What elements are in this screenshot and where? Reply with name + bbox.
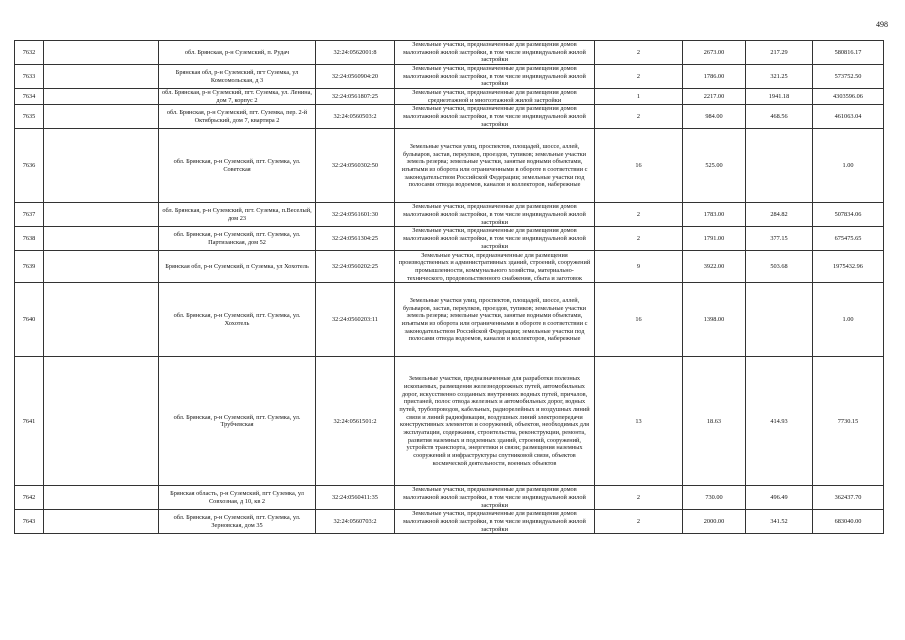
spacer-cell (44, 251, 159, 283)
address-cell: обл. Брянская, р-н Суземский, пгт. Суземка, ул. Советская (159, 129, 316, 203)
spacer-cell (44, 227, 159, 251)
land-use-cell: Земельные участки, предназначенные для размещения производственных и административных зданий, строений, сооружений промышленности, коммунального хозяйства, материально-технического, продовольственного снабжения, сбыта и заготовок (395, 251, 595, 283)
row-number: 7642 (15, 486, 44, 510)
address-cell: обл. Брянская, р-н Суземский, пгт. Суземка, ул. Хохотель (159, 283, 316, 357)
specific-value-cell: 284.82 (746, 203, 813, 227)
area-cell: 525.00 (683, 129, 746, 203)
table-row (15, 41, 884, 65)
table-row (15, 251, 884, 283)
spacer-cell (44, 486, 159, 510)
area-cell: 2217.00 (683, 89, 746, 105)
cadastral-number-cell: 32:24:0562001:8 (316, 41, 395, 65)
specific-value-cell: 503.68 (746, 251, 813, 283)
land-use-cell: Земельные участки улиц, проспектов, площадей, шоссе, аллей, бульваров, застав, переулков, проездов, тупиков; земельные участки земель резерва; земельные участки, занятые водными объектами, изъятыми из оборота или ограниченными в обороте в соответствии с законодательством Российской Федерации; земельные участки под полосами отвода водоемов, каналов и коллекторов, набережные (395, 129, 595, 203)
spacer-cell (44, 65, 159, 89)
land-use-cell: Земельные участки, предназначенные для размещения домов малоэтажной жилой застройки, в том числе индивидуальной жилой застройки (395, 203, 595, 227)
spacer-cell (44, 41, 159, 65)
table-row (15, 227, 884, 251)
row-number: 7632 (15, 41, 44, 65)
table-row (15, 65, 884, 89)
address-cell: обл. Брянская, р-н Суземский, пгт. Суземка, ул. Зерновская, дом 35 (159, 510, 316, 534)
specific-value-cell (746, 283, 813, 357)
table-row (15, 486, 884, 510)
area-cell: 3922.00 (683, 251, 746, 283)
use-code-cell: 13 (595, 357, 683, 486)
area-cell: 984.00 (683, 105, 746, 129)
specific-value-cell: 217.29 (746, 41, 813, 65)
row-number: 7634 (15, 89, 44, 105)
row-number: 7639 (15, 251, 44, 283)
address-cell: обл. Брянская, р-н Суземский, пгт. Суземка, ул. Трубчевская (159, 357, 316, 486)
table-row (15, 357, 884, 486)
spacer-cell (44, 89, 159, 105)
cadastral-value-cell: 7730.15 (813, 357, 884, 486)
specific-value-cell: 321.25 (746, 65, 813, 89)
area-cell: 1786.00 (683, 65, 746, 89)
table-row (15, 203, 884, 227)
land-use-cell: Земельные участки, предназначенные для размещения домов среднеэтажной и многоэтажной жилой застройки (395, 89, 595, 105)
specific-value-cell (746, 129, 813, 203)
use-code-cell: 2 (595, 203, 683, 227)
cadastral-number-cell: 32:24:0561501:2 (316, 357, 395, 486)
spacer-cell (44, 105, 159, 129)
spacer-cell (44, 510, 159, 534)
cadastral-value-cell: 1975432.96 (813, 251, 884, 283)
address-cell: Брянская обл, р-н Суземский, п Суземка, ул Хохотель (159, 251, 316, 283)
cadastral-number-cell: 32:24:0560703:2 (316, 510, 395, 534)
area-cell: 1398.00 (683, 283, 746, 357)
cadastral-number-cell: 32:24:0560411:35 (316, 486, 395, 510)
specific-value-cell: 341.52 (746, 510, 813, 534)
use-code-cell: 2 (595, 227, 683, 251)
cadastral-number-cell: 32:24:0561807:25 (316, 89, 395, 105)
spacer-cell (44, 203, 159, 227)
land-use-cell: Земельные участки, предназначенные для размещения домов малоэтажной жилой застройки, в том числе индивидуальной жилой застройки (395, 510, 595, 534)
use-code-cell: 1 (595, 89, 683, 105)
spacer-cell (44, 357, 159, 486)
land-use-cell: Земельные участки, предназначенные для размещения домов малоэтажной жилой застройки, в том числе индивидуальной жилой застройки (395, 105, 595, 129)
cadastral-number-cell: 32:24:0560302:50 (316, 129, 395, 203)
cadastral-number-cell: 32:24:0560904:20 (316, 65, 395, 89)
table-row (15, 105, 884, 129)
address-cell: обл. Брянская, р-н Суземский, пгт. Суземка, п.Веселый, дом 23 (159, 203, 316, 227)
cadastral-number-cell: 32:24:0561304:25 (316, 227, 395, 251)
cadastral-value-cell: 461063.04 (813, 105, 884, 129)
address-cell: Брянская обл, р-н Суземский, пгт Суземка, ул Комсомольская, д 3 (159, 65, 316, 89)
address-cell: обл. Брянская, р-н Суземский, п. Рудач (159, 41, 316, 65)
land-use-cell: Земельные участки, предназначенные для размещения домов малоэтажной жилой застройки, в том числе индивидуальной жилой застройки (395, 41, 595, 65)
land-use-cell: Земельные участки, предназначенные для разработки полезных ископаемых, размещения железнодорожных путей, автомобильных дорог, искусственно созданных внутренних водных путей, причалов, пристаней, полос отвода железных и автомобильных дорог, водных путей, трубопроводов, кабельных, радиорелейных и воздушных линий связи и линий радиофикации, воздушных линий электропередачи конструктивных элементов и сооружений, объектов, необходимых для эксплуатации, содержания, строительства, реконструкции, ремонта, развития наземных и подземных зданий, строений, сооружений, устройств транспорта, энергетики и связи; размещения наземных сооружений и инфраструктуры спутниковой связи, объектов космической деятельности, военных объектов (395, 357, 595, 486)
specific-value-cell: 468.56 (746, 105, 813, 129)
cadastral-value-cell: 683040.00 (813, 510, 884, 534)
specific-value-cell: 377.15 (746, 227, 813, 251)
specific-value-cell: 414.93 (746, 357, 813, 486)
table-row (15, 89, 884, 105)
cadastral-number-cell: 32:24:0560203:11 (316, 283, 395, 357)
address-cell: обл. Брянская, р-н Суземский, пгт. Суземка, ул. Ленина, дом 7, корпус 2 (159, 89, 316, 105)
use-code-cell: 16 (595, 283, 683, 357)
address-cell: обл. Брянская, р-н Суземский, пгт. Суземка, ул. Партизанская, дом 52 (159, 227, 316, 251)
use-code-cell: 2 (595, 65, 683, 89)
cadastral-number-cell: 32:24:0560503:2 (316, 105, 395, 129)
row-number: 7633 (15, 65, 44, 89)
area-cell: 2000.00 (683, 510, 746, 534)
specific-value-cell: 496.49 (746, 486, 813, 510)
row-number: 7636 (15, 129, 44, 203)
area-cell: 2673.00 (683, 41, 746, 65)
cadastral-value-cell: 580816.17 (813, 41, 884, 65)
use-code-cell: 2 (595, 486, 683, 510)
cadastral-value-table (14, 40, 884, 534)
spacer-cell (44, 283, 159, 357)
cadastral-value-cell: 4303596.06 (813, 89, 884, 105)
cadastral-value-cell: 1.00 (813, 129, 884, 203)
cadastral-value-cell: 507834.06 (813, 203, 884, 227)
cadastral-number-cell: 32:24:0560202:25 (316, 251, 395, 283)
table-row (15, 129, 884, 203)
table-row (15, 510, 884, 534)
cadastral-value-cell: 573752.50 (813, 65, 884, 89)
specific-value-cell: 1941.18 (746, 89, 813, 105)
use-code-cell: 16 (595, 129, 683, 203)
area-cell: 1783.00 (683, 203, 746, 227)
cadastral-value-cell: 362437.70 (813, 486, 884, 510)
row-number: 7640 (15, 283, 44, 357)
use-code-cell: 9 (595, 251, 683, 283)
row-number: 7635 (15, 105, 44, 129)
cadastral-value-cell: 1.00 (813, 283, 884, 357)
land-use-cell: Земельные участки, предназначенные для размещения домов малоэтажной жилой застройки, в том числе индивидуальной жилой застройки (395, 227, 595, 251)
row-number: 7641 (15, 357, 44, 486)
page-number: 498 (876, 20, 888, 29)
land-use-cell: Земельные участки, предназначенные для размещения домов малоэтажной жилой застройки, в том числе индивидуальной жилой застройки (395, 65, 595, 89)
area-cell: 730.00 (683, 486, 746, 510)
table-body (15, 41, 884, 534)
use-code-cell: 2 (595, 105, 683, 129)
use-code-cell: 2 (595, 41, 683, 65)
address-cell: Брянская область, р-н Суземский, пгт Суземка, ул Совхозная, д 10, кв 2 (159, 486, 316, 510)
cadastral-value-cell: 675475.65 (813, 227, 884, 251)
address-cell: обл. Брянская, р-н Суземский, пгт. Суземка, пер. 2-й Октябрьский, дом 7, квартира 2 (159, 105, 316, 129)
table-row (15, 283, 884, 357)
use-code-cell: 2 (595, 510, 683, 534)
land-use-cell: Земельные участки, предназначенные для размещения домов малоэтажной жилой застройки, в том числе индивидуальной жилой застройки (395, 486, 595, 510)
row-number: 7637 (15, 203, 44, 227)
cadastral-number-cell: 32:24:0561601:30 (316, 203, 395, 227)
row-number: 7638 (15, 227, 44, 251)
row-number: 7643 (15, 510, 44, 534)
spacer-cell (44, 129, 159, 203)
area-cell: 18.63 (683, 357, 746, 486)
area-cell: 1791.00 (683, 227, 746, 251)
land-use-cell: Земельные участки улиц, проспектов, площадей, шоссе, аллей, бульваров, застав, переулков, проездов, тупиков; земельные участки земель резерва; земельные участки, занятые водными объектами, изъятыми из оборота или ограниченными в обороте в соответствии с законодательством Российской Федерации; земельные участки под полосами отвода водоемов, каналов и коллекторов, набережные (395, 283, 595, 357)
